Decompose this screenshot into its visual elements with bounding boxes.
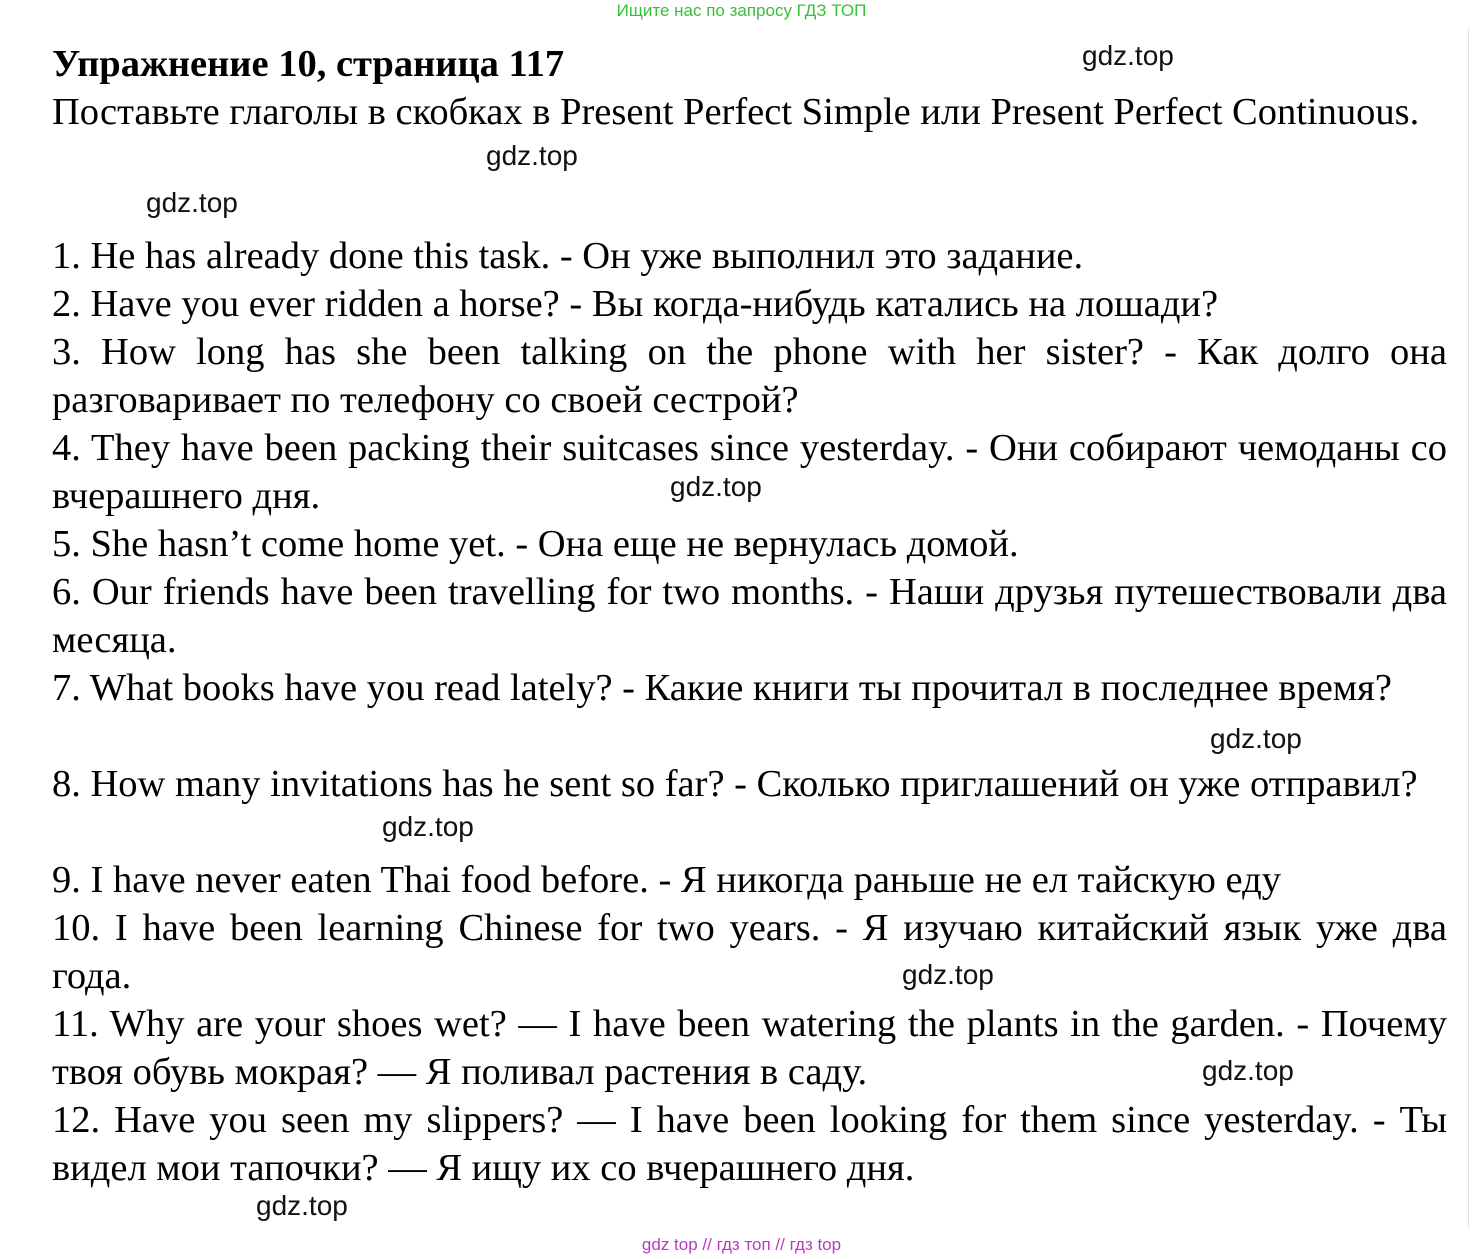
- answer-item-6: 6. Our friends have been travelling for two months. - Наши друзья путешествовали два месяца.: [52, 571, 1447, 661]
- answer-item-11: 11. Why are your shoes wet? — I have been watering the plants in the garden. - Почему твоя обувь мокрая? — Я поливал растения в саду.: [52, 1003, 1447, 1093]
- answer-item-12: 12. Have you seen my slippers? — I have been looking for them since yesterday. - Ты видел мои тапочки? — Я ищу их со вчерашнего дня.: [52, 1099, 1447, 1189]
- page-edge-divider: [1468, 28, 1469, 1228]
- watermark: gdz.top: [670, 471, 762, 502]
- answer-item-9: 9. I have never eaten Thai food before. - Я никогда раньше не ел тайскую еду: [52, 859, 1281, 901]
- footer-banner: gdz top // гдз топ // гдз top: [641, 1235, 842, 1254]
- spacer: [52, 184, 1447, 232]
- answer-item-1: 1. He has already done this task. - Он уже выполнил это задание.: [52, 235, 1084, 277]
- answer-item-2: 2. Have you ever ridden a horse? - Вы когда-нибудь катались на лошади?: [52, 283, 1219, 325]
- exercise-document: [52, 40, 1447, 1192]
- answer-item-7: 7. What books have you read lately? - Какие книги ты прочитал в последнее время?: [52, 667, 1392, 709]
- watermark: gdz.top: [256, 1190, 348, 1221]
- exercise-instruction: Поставьте глаголы в скобках в Present Perfect Simple или Present Perfect Continuous.: [52, 91, 1420, 133]
- watermark: gdz.top: [146, 187, 238, 218]
- watermark: gdz.top: [1210, 723, 1302, 754]
- watermark: gdz.top: [486, 140, 578, 171]
- watermark: gdz.top: [902, 959, 994, 990]
- search-hint-banner: Ищите нас по запросу ГДЗ ТОП: [616, 1, 867, 20]
- exercise-title: Упражнение 10, страница 117: [52, 43, 565, 85]
- answer-item-10: 10. I have been learning Chinese for two years. - Я изучаю китайский язык уже два года.: [52, 907, 1447, 997]
- watermark: gdz.top: [1202, 1055, 1294, 1086]
- answer-item-8: 8. How many invitations has he sent so far? - Сколько приглашений он уже отправил?: [52, 763, 1418, 805]
- answer-item-5: 5. She hasn’t come home yet. - Она еще не вернулась домой.: [52, 523, 1019, 565]
- answer-item-4: 4. They have been packing their suitcases since yesterday. - Они собирают чемоданы со вчерашнего дня.: [52, 427, 1447, 517]
- answer-item-3: 3. How long has she been talking on the phone with her sister? - Как долго она разговаривает по телефону со своей сестрой?: [52, 331, 1447, 421]
- watermark: gdz.top: [382, 811, 474, 842]
- watermark: gdz.top: [1082, 40, 1174, 71]
